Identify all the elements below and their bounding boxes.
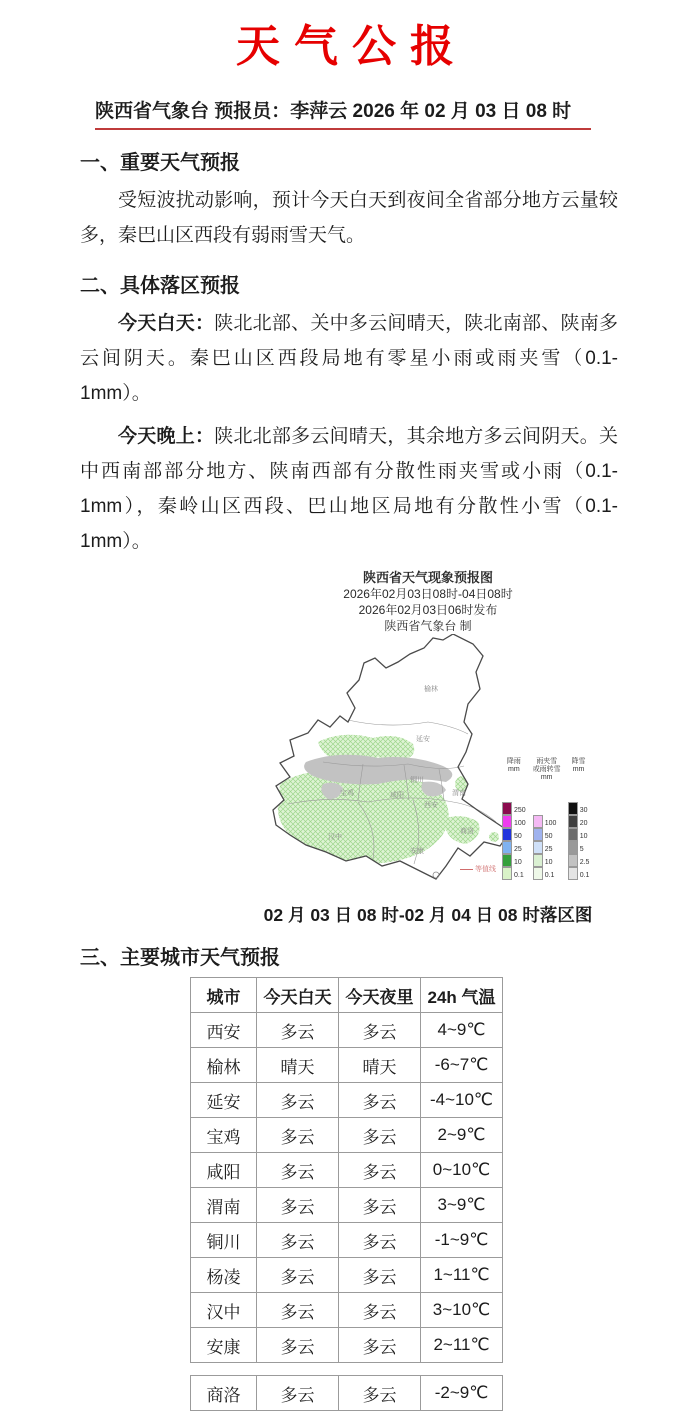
map-label-yulin: 榆林	[424, 686, 438, 693]
temp-cell: 3~9℃	[421, 1188, 503, 1223]
rain-swatch	[502, 841, 512, 854]
snow-tick: 10	[579, 833, 588, 840]
day-cell: 多云	[257, 1083, 339, 1118]
section-2-night-paragraph	[80, 419, 618, 559]
rain-tick: 10	[514, 859, 522, 866]
map-label-weinan: 渭南	[452, 790, 466, 797]
city-cell: 铜川	[191, 1223, 257, 1258]
legend-rain-header-line2: mm	[508, 766, 520, 773]
table-row	[191, 1223, 503, 1258]
map-issue-time: 2026年02月03日06时发布	[358, 603, 498, 617]
sleet-tick: 0.1	[544, 872, 555, 879]
night-cell: 多云	[339, 1083, 421, 1118]
rain-tick: 100	[514, 820, 526, 827]
temp-cell: 1~11℃	[421, 1258, 503, 1293]
legend-row	[533, 815, 557, 828]
legend-row	[533, 841, 553, 854]
city-cell: 杨凌	[191, 1258, 257, 1293]
table-header-row	[191, 978, 503, 1013]
day-cell: 多云	[257, 1258, 339, 1293]
table-row	[191, 1118, 503, 1153]
map-title-block	[228, 569, 628, 634]
night-label: 今天晚上：	[118, 426, 215, 447]
day-cell: 多云	[257, 1328, 339, 1363]
map-legend	[502, 758, 589, 880]
city-forecast-table-continued	[190, 1375, 503, 1411]
south-tip-marker	[433, 872, 439, 878]
snow-swatch	[568, 802, 578, 815]
legend-sleet-header	[533, 758, 561, 782]
section-3-heading: 三、主要城市天气预报	[80, 947, 280, 969]
sleet-tick: 10	[544, 859, 553, 866]
legend-row	[568, 854, 590, 867]
page-title: 天气公报	[236, 22, 468, 71]
day-cell: 晴天	[257, 1048, 339, 1083]
day-cell: 多云	[257, 1013, 339, 1048]
rain-swatch	[502, 854, 512, 867]
temp-cell: 3~10℃	[421, 1293, 503, 1328]
rain-tick: 0.1	[514, 872, 524, 879]
rain-swatch	[502, 802, 512, 815]
isoline-sample-icon	[460, 869, 473, 870]
night-cell: 多云	[339, 1376, 421, 1411]
map-label-xianyang: 咸阳	[390, 792, 404, 799]
legend-row	[533, 854, 553, 867]
sleet-swatch	[533, 828, 543, 841]
rain-swatch	[502, 815, 512, 828]
city-cell: 咸阳	[191, 1153, 257, 1188]
map-label-tongchuan: 铜川	[410, 777, 424, 784]
legend-rain-header-line1: 降雨	[506, 758, 521, 765]
legend-row	[502, 815, 526, 828]
snow-tick: 30	[579, 807, 588, 814]
night-text: 陕北北部多云间晴天，其余地方多云间阴天。关中西南部部分地方、陕南西部有分散性雨夹雪或小雨（0.1-1mm），秦岭山区西段、巴山地区局地有分散性小雪（0.1-1mm）。	[80, 426, 618, 552]
temp-cell: 0~10℃	[421, 1153, 503, 1188]
night-cell: 晴天	[339, 1048, 421, 1083]
legend-sleet-column	[533, 758, 561, 880]
snow-tick: 5	[579, 846, 584, 853]
night-cell: 多云	[339, 1223, 421, 1258]
sleet-swatch	[533, 815, 543, 828]
legend-row	[502, 828, 522, 841]
day-cell: 多云	[257, 1188, 339, 1223]
night-cell: 多云	[339, 1118, 421, 1153]
day-text: 陕北北部、关中多云间晴天，陕北南部、陕南多云间阴天。秦巴山区西段局地有零星小雨或雨夹雪（0.1-1mm）。	[80, 313, 618, 404]
night-cell: 多云	[339, 1153, 421, 1188]
city-cell: 商洛	[191, 1376, 257, 1411]
issuer-meta-line	[95, 96, 591, 130]
snow-tick: 2.5	[579, 859, 590, 866]
col-header-day: 今天白天	[257, 978, 339, 1013]
legend-row	[502, 854, 522, 867]
legend-snow-header-line2: mm	[572, 766, 585, 773]
legend-row	[568, 802, 588, 815]
city-cell: 榆林	[191, 1048, 257, 1083]
snow-swatch	[568, 828, 578, 841]
sleet-swatch	[533, 867, 543, 880]
isoline-legend	[460, 864, 496, 874]
col-header-night: 今天夜里	[339, 978, 421, 1013]
legend-row	[568, 815, 588, 828]
col-header-temp: 24h 气温	[421, 978, 503, 1013]
snow-swatch	[568, 815, 578, 828]
col-header-city: 城市	[191, 978, 257, 1013]
rain-swatch	[502, 828, 512, 841]
map-label-ankang: 安康	[410, 848, 424, 855]
legend-row	[502, 867, 524, 880]
forecast-map-figure	[228, 569, 628, 927]
sleet-swatch	[533, 854, 543, 867]
snow-swatch	[568, 841, 578, 854]
table-row	[191, 1188, 503, 1223]
city-cell: 渭南	[191, 1188, 257, 1223]
map-label-baoji: 宝鸡	[340, 790, 354, 797]
issuer-text: 陕西省气象台 预报员：李萍云 2026 年 02 月 03 日 08 时	[95, 101, 572, 122]
temp-cell: 2~9℃	[421, 1118, 503, 1153]
map-label-xian: 西安	[424, 802, 438, 809]
shaanxi-map	[228, 634, 628, 896]
sleet-swatch	[533, 841, 543, 854]
day-cell: 多云	[257, 1153, 339, 1188]
section-2-heading: 二、具体落区预报	[80, 275, 240, 297]
legend-row	[568, 867, 590, 880]
city-cell: 安康	[191, 1328, 257, 1363]
rain-tick: 50	[514, 833, 522, 840]
table-row	[191, 1083, 503, 1118]
temp-cell: 4~9℃	[421, 1013, 503, 1048]
city-cell: 汉中	[191, 1293, 257, 1328]
table-row	[191, 1153, 503, 1188]
temp-cell: -2~9℃	[421, 1376, 503, 1411]
sleet-tick: 100	[544, 820, 557, 827]
night-cell: 多云	[339, 1258, 421, 1293]
rain-swatch	[502, 867, 512, 880]
city-cell: 延安	[191, 1083, 257, 1118]
map-producer: 陕西省气象台 制	[384, 619, 472, 633]
city-cell: 宝鸡	[191, 1118, 257, 1153]
legend-row	[568, 841, 584, 854]
legend-row	[568, 828, 588, 841]
night-cell: 多云	[339, 1293, 421, 1328]
legend-rain-header	[502, 758, 526, 774]
sleet-tick: 25	[544, 846, 553, 853]
legend-sleet-header-line3: mm	[540, 774, 553, 781]
city-forecast-table	[190, 977, 503, 1363]
rain-tick: 25	[514, 846, 522, 853]
legend-snow-header-line1: 降雪	[571, 758, 586, 765]
map-title: 陕西省天气现象预报图	[362, 570, 493, 585]
legend-snow-column	[568, 758, 590, 880]
snow-tick: 20	[579, 820, 588, 827]
temp-cell: -4~10℃	[421, 1083, 503, 1118]
document-body	[80, 146, 618, 1411]
city-cell: 西安	[191, 1013, 257, 1048]
night-cell: 多云	[339, 1188, 421, 1223]
map-caption: 02 月 03 日 08 时-02 月 04 日 08 时落区图	[263, 905, 593, 925]
day-cell: 多云	[257, 1376, 339, 1411]
legend-snow-header	[568, 758, 590, 774]
legend-sleet-header-line1: 雨夹雪	[536, 758, 558, 765]
snow-swatch	[568, 854, 578, 867]
night-cell: 多云	[339, 1328, 421, 1363]
legend-row	[502, 841, 522, 854]
snow-swatch	[568, 867, 578, 880]
section-1-paragraph: 受短波扰动影响，预计今天白天到夜间全省部分地方云量较多，秦巴山区西段有弱雨雪天气。	[80, 190, 618, 246]
legend-rain-column	[502, 758, 526, 880]
legend-sleet-header-line2: 或雨转雪	[532, 766, 561, 773]
night-cell: 多云	[339, 1013, 421, 1048]
table-row	[191, 1258, 503, 1293]
temp-cell: 2~11℃	[421, 1328, 503, 1363]
map-label-shangluo: 商洛	[460, 828, 474, 835]
legend-row	[533, 828, 553, 841]
isoline-label: 等值线	[475, 866, 496, 873]
temp-cell: -1~9℃	[421, 1223, 503, 1258]
section-1-heading: 一、重要天气预报	[80, 152, 240, 174]
temp-cell: -6~7℃	[421, 1048, 503, 1083]
table-row	[191, 1328, 503, 1363]
map-label-yanan: 延安	[416, 736, 430, 743]
map-valid-period: 2026年02月03日08时-04日08时	[343, 587, 513, 601]
table-row	[191, 1048, 503, 1083]
section-2-day-paragraph	[80, 306, 618, 411]
table-row	[191, 1293, 503, 1328]
legend-row	[533, 867, 555, 880]
day-cell: 多云	[257, 1223, 339, 1258]
map-label-hanzhong: 汉中	[328, 834, 342, 841]
snow-tick: 0.1	[579, 872, 590, 879]
day-cell: 多云	[257, 1118, 339, 1153]
rain-tick: 250	[514, 807, 526, 814]
legend-row	[502, 802, 526, 815]
day-cell: 多云	[257, 1293, 339, 1328]
table-row	[191, 1013, 503, 1048]
table-row	[191, 1376, 503, 1411]
day-label: 今天白天：	[118, 313, 215, 334]
sleet-tick: 50	[544, 833, 553, 840]
